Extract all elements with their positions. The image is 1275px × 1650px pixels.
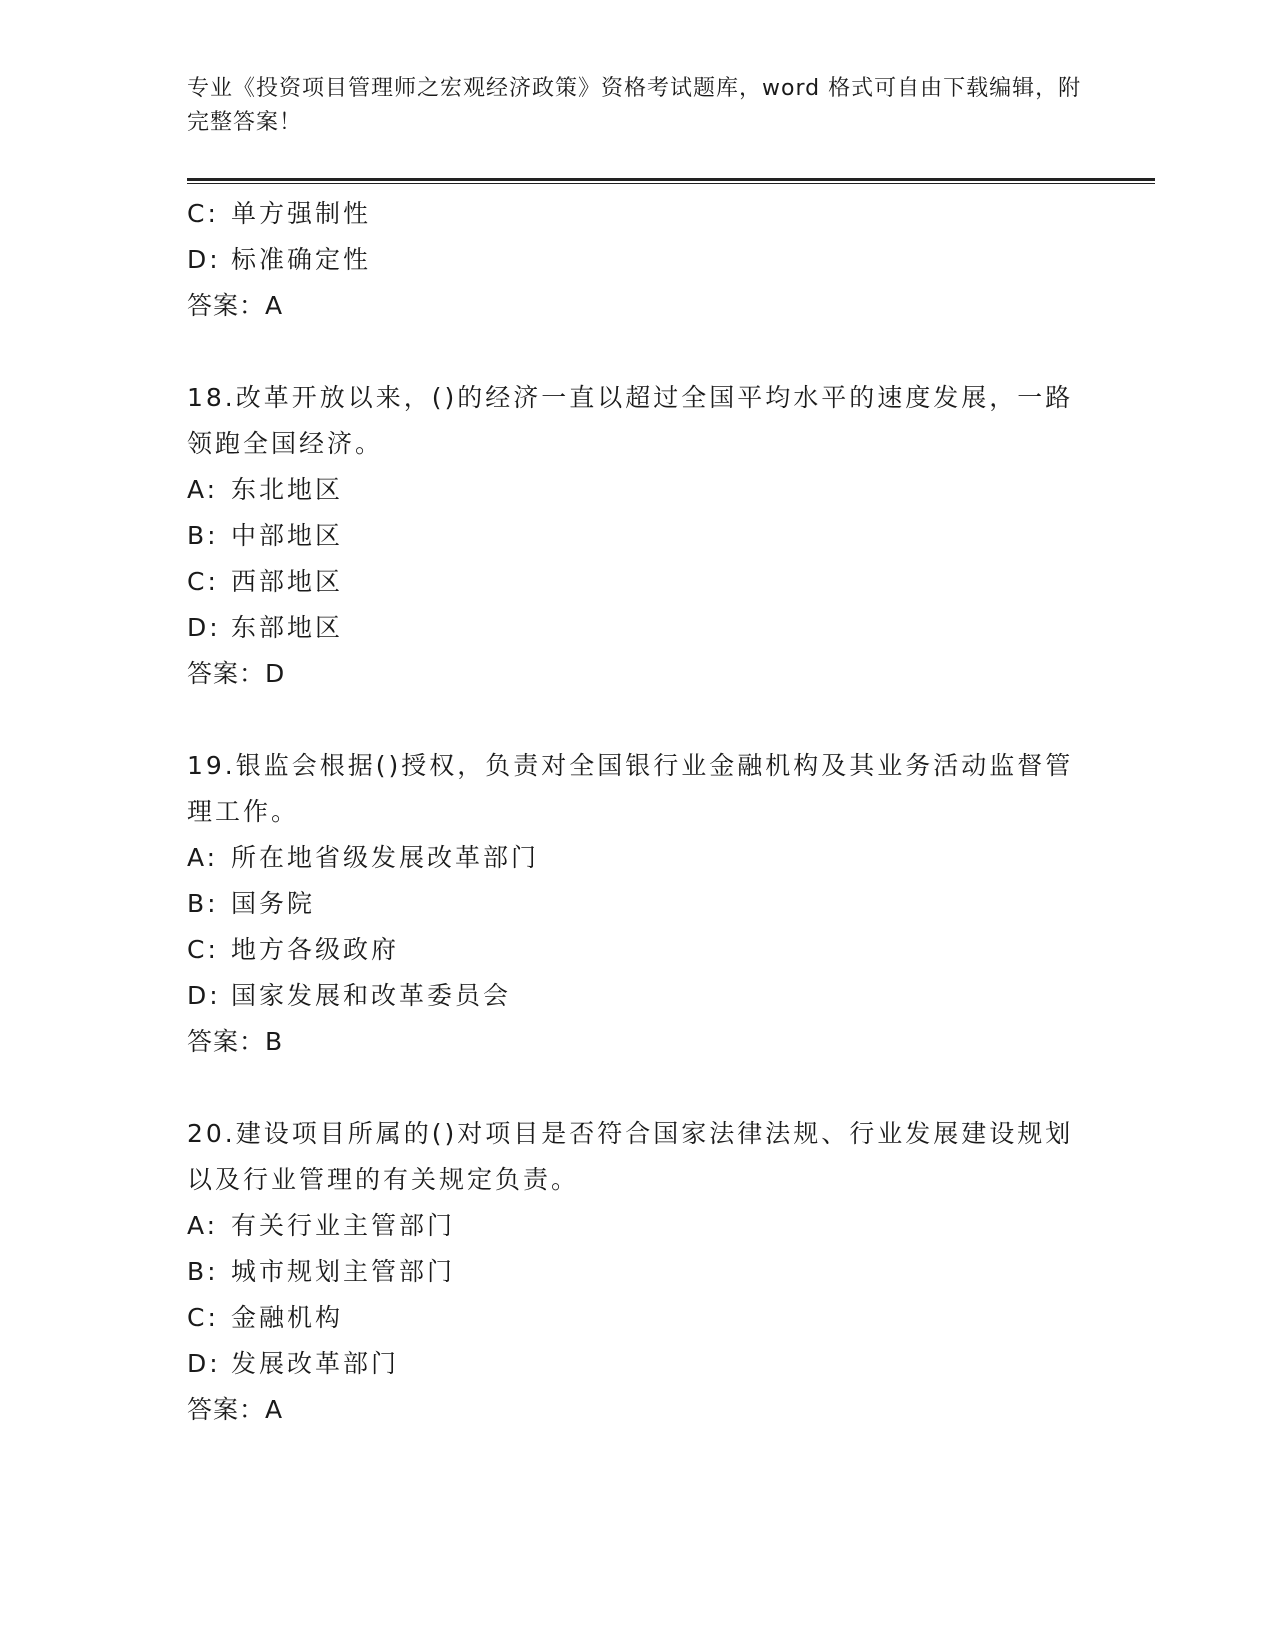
option-text: 有关行业主管部门 — [231, 1211, 456, 1240]
question-stem: 19.银监会根据()授权，负责对全国银行业金融机构及其业务活动监督管理工作。 — [187, 751, 1074, 826]
option-line — [187, 1295, 1087, 1341]
option-key: A: — [187, 475, 219, 504]
page-header: 专业《投资项目管理师之宏观经济政策》资格考试题库，word 格式可自由下载编辑，附完整答案！ — [187, 76, 1082, 135]
option-key: D: — [187, 1349, 221, 1378]
option-line — [187, 605, 1087, 651]
option-key: B: — [187, 521, 219, 550]
option-line — [187, 467, 1087, 513]
option-line — [187, 927, 1087, 973]
option-text: 发展改革部门 — [231, 1349, 400, 1378]
option-key: D: — [187, 613, 221, 642]
option-line — [187, 881, 1087, 927]
option-text: 地方各级政府 — [231, 935, 400, 964]
option-text: 东部地区 — [231, 613, 344, 642]
option-key: D: — [187, 245, 221, 274]
answer-line: 答案：A — [187, 291, 284, 320]
document-body — [187, 191, 1087, 1433]
spacer — [187, 697, 1087, 743]
spacer — [187, 1065, 1087, 1111]
answer-line: 答案：B — [187, 1027, 284, 1056]
option-line — [187, 1341, 1087, 1387]
question-stem: 18.改革开放以来，()的经济一直以超过全国平均水平的速度发展，一路领跑全国经济。 — [187, 383, 1074, 458]
option-text: 国务院 — [231, 889, 316, 918]
option-key: C: — [187, 199, 219, 228]
option-line — [187, 237, 1087, 283]
answer-line: 答案：A — [187, 1395, 284, 1424]
question-stem: 20.建设项目所属的()对项目是否符合国家法律法规、行业发展建设规划以及行业管理的有关规定负责。 — [187, 1119, 1074, 1194]
option-text: 金融机构 — [231, 1303, 344, 1332]
option-text: 标准确定性 — [231, 245, 372, 274]
option-key: D: — [187, 981, 221, 1010]
answer-line: 答案：D — [187, 659, 286, 688]
option-text: 所在地省级发展改革部门 — [231, 843, 540, 872]
option-key: B: — [187, 889, 219, 918]
option-key: A: — [187, 843, 219, 872]
option-line — [187, 559, 1087, 605]
option-key: C: — [187, 935, 219, 964]
option-line — [187, 835, 1087, 881]
option-line — [187, 1249, 1087, 1295]
option-line — [187, 513, 1087, 559]
option-text: 国家发展和改革委员会 — [231, 981, 512, 1010]
option-key: C: — [187, 1303, 219, 1332]
header-rule-thick — [187, 178, 1155, 181]
option-text: 西部地区 — [231, 567, 344, 596]
option-line — [187, 1203, 1087, 1249]
option-text: 城市规划主管部门 — [231, 1257, 456, 1286]
option-key: C: — [187, 567, 219, 596]
option-key: B: — [187, 1257, 219, 1286]
spacer — [187, 329, 1087, 375]
option-text: 东北地区 — [231, 475, 344, 504]
option-key: A: — [187, 1211, 219, 1240]
option-line — [187, 191, 1087, 237]
option-line — [187, 973, 1087, 1019]
option-text: 中部地区 — [231, 521, 344, 550]
header-rule-thin — [187, 183, 1155, 184]
option-text: 单方强制性 — [231, 199, 372, 228]
